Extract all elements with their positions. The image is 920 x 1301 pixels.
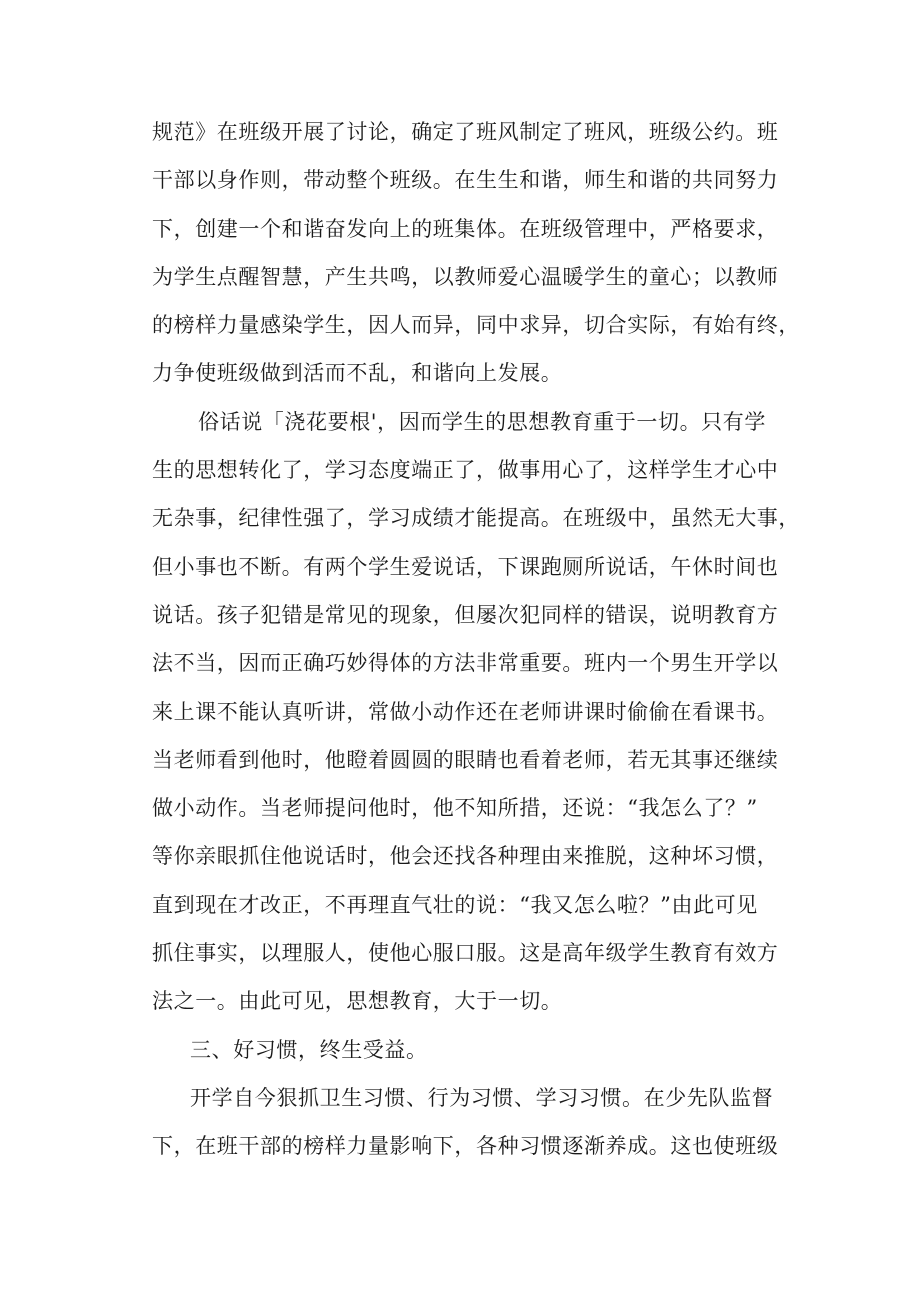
- text-line: 生的思想转化了，学习态度端正了，做事用心了，这样学生才心中: [152, 458, 779, 483]
- text-line: 但小事也不断。有两个学生爱说话，下课跑厕所说话，午休时间也: [152, 554, 779, 579]
- text-line: 下，在班干部的榜样力量影响下，各种习惯逐渐养成。这也使班级: [152, 1134, 779, 1159]
- text-line: 的榜样力量感染学生，因人而异，同中求异，切合实际，有始有终，: [152, 313, 800, 338]
- paragraph-start-line: 俗话说「浇花要根'，因而学生的思想教育重于一切。只有学: [198, 409, 766, 434]
- text-line: 法不当，因而正确巧妙得体的方法非常重要。班内一个男生开学以: [152, 651, 779, 676]
- text-line: 下，创建一个和谐奋发向上的班集体。在班级管理中，严格要求，: [152, 216, 779, 241]
- text-line: 干部以身作则，带动整个班级。在生生和谐，师生和谐的共同努力: [152, 168, 779, 193]
- text-line: 法之一。由此可见，思想教育，大于一切。: [152, 989, 563, 1014]
- text-line: 来上课不能认真听讲，常做小动作还在老师讲课时偷偷在看课书。: [152, 699, 779, 724]
- text-line: 说话。孩子犯错是常见的现象，但屡次犯同样的错误，说明教育方: [152, 602, 779, 627]
- text-line: 做小动作。当老师提问他时，他不知所措，还说：“我怎么了？”: [152, 796, 758, 821]
- text-line: 为学生点醒智慧，产生共鸣，以教师爱心温暖学生的童心；以教师: [152, 264, 779, 289]
- text-line: 抓住事实，以理服人，使他心服口服。这是高年级学生教育有效方: [152, 941, 779, 966]
- text-line: 无杂事，纪律性强了，学习成绩才能提高。在班级中，虽然无大事，: [152, 506, 800, 531]
- text-line: 力争使班级做到活而不乱，和谐向上发展。: [152, 361, 563, 386]
- paragraph-start-line: 开学自今狠抓卫生习惯、行为习惯、学习习惯。在少先队监督: [190, 1085, 774, 1110]
- text-line: 规范》在班级开展了讨论，确定了班风制定了班风，班级公约。班: [152, 120, 779, 144]
- text-line: 等你亲眼抓住他说话时，他会还找各种理由来推脱，这种坏习惯，: [152, 844, 779, 869]
- document-body: [152, 108, 800, 1171]
- text-line: 当老师看到他时，他瞪着圆圆的眼睛也看着老师，若无其事还继续: [152, 747, 779, 772]
- text-line: 直到现在才改正，不再理直气壮的说：“我又怎么啦？”由此可见: [152, 892, 758, 917]
- section-heading: 三、好习惯，终生受益。: [190, 1037, 428, 1062]
